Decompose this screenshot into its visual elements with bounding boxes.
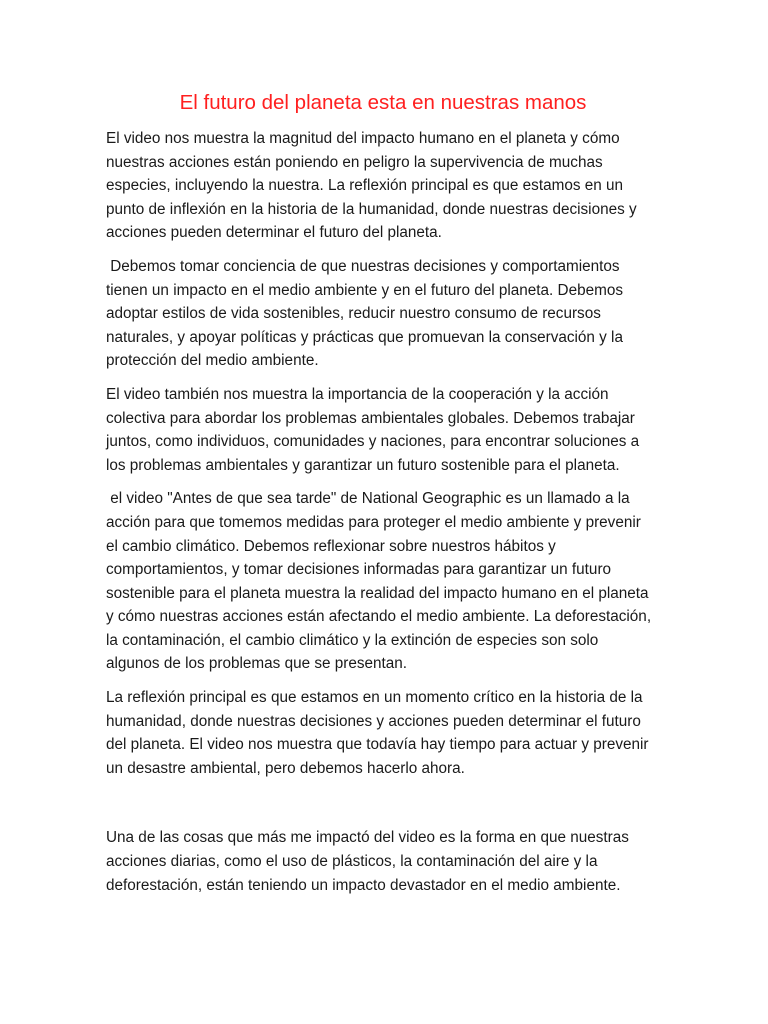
blank-line <box>106 790 656 826</box>
paragraph-4: el video "Antes de que sea tarde" de National Geographic es un llamado a la acción para que tomemos medidas para proteger el medio ambiente y prevenir el cambio climático. Debemos reflexionar sobre nuestros hábitos y comportamientos, y tomar decisiones informadas para garantizar un futuro sostenible para el planeta muestra la realidad del impacto humano en el planeta y cómo nuestras acciones están afectando el medio ambiente. La deforestación, la contaminación, el cambio climático y la extinción de especies son solo algunos de los problemas que se presentan. <box>106 490 652 673</box>
paragraph-3: El video también nos muestra la importancia de la cooperación y la acción colectiva para abordar los problemas ambientales globales. Debemos trabajar juntos, como individuos, comunidades y naciones, para encontrar soluciones a los problemas ambientales y garantizar un futuro sostenible para el planeta. <box>106 385 640 474</box>
paragraph-6: Una de las cosas que más me impactó del video es la forma en que nuestras acciones diarias, como el uso de plásticos, la contaminación del aire y la deforestación, están teniendo un impacto devastador en el medio ambiente. <box>106 829 629 894</box>
paragraph-5: La reflexión principal es que estamos en un momento crítico en la historia de la humanidad, donde nuestras decisiones y acciones pueden determinar el futuro del planeta. El video nos muestra que todavía hay tiempo para actuar y prevenir un desastre ambiental, pero debemos hacerlo ahora. <box>106 689 649 777</box>
document-title: El futuro del planeta esta en nuestras manos <box>179 91 587 114</box>
paragraph-2: Debemos tomar conciencia de que nuestras decisiones y comportamientos tienen un impacto en el medio ambiente y en el futuro del planeta. Debemos adoptar estilos de vida sostenibles, reducir nuestro consumo de recursos naturales, y apoyar políticas y prácticas que promuevan la conservación y la protección del medio ambiente. <box>106 257 624 370</box>
paragraph-1: El video nos muestra la magnitud del impacto humano en el planeta y cómo nuestras acciones están poniendo en peligro la supervivencia de muchas especies, incluyendo la nuestra. La reflexión principal es que estamos en un punto de inflexión en la historia de la humanidad, donde nuestras decisiones y acciones pueden determinar el futuro del planeta. <box>106 130 637 242</box>
